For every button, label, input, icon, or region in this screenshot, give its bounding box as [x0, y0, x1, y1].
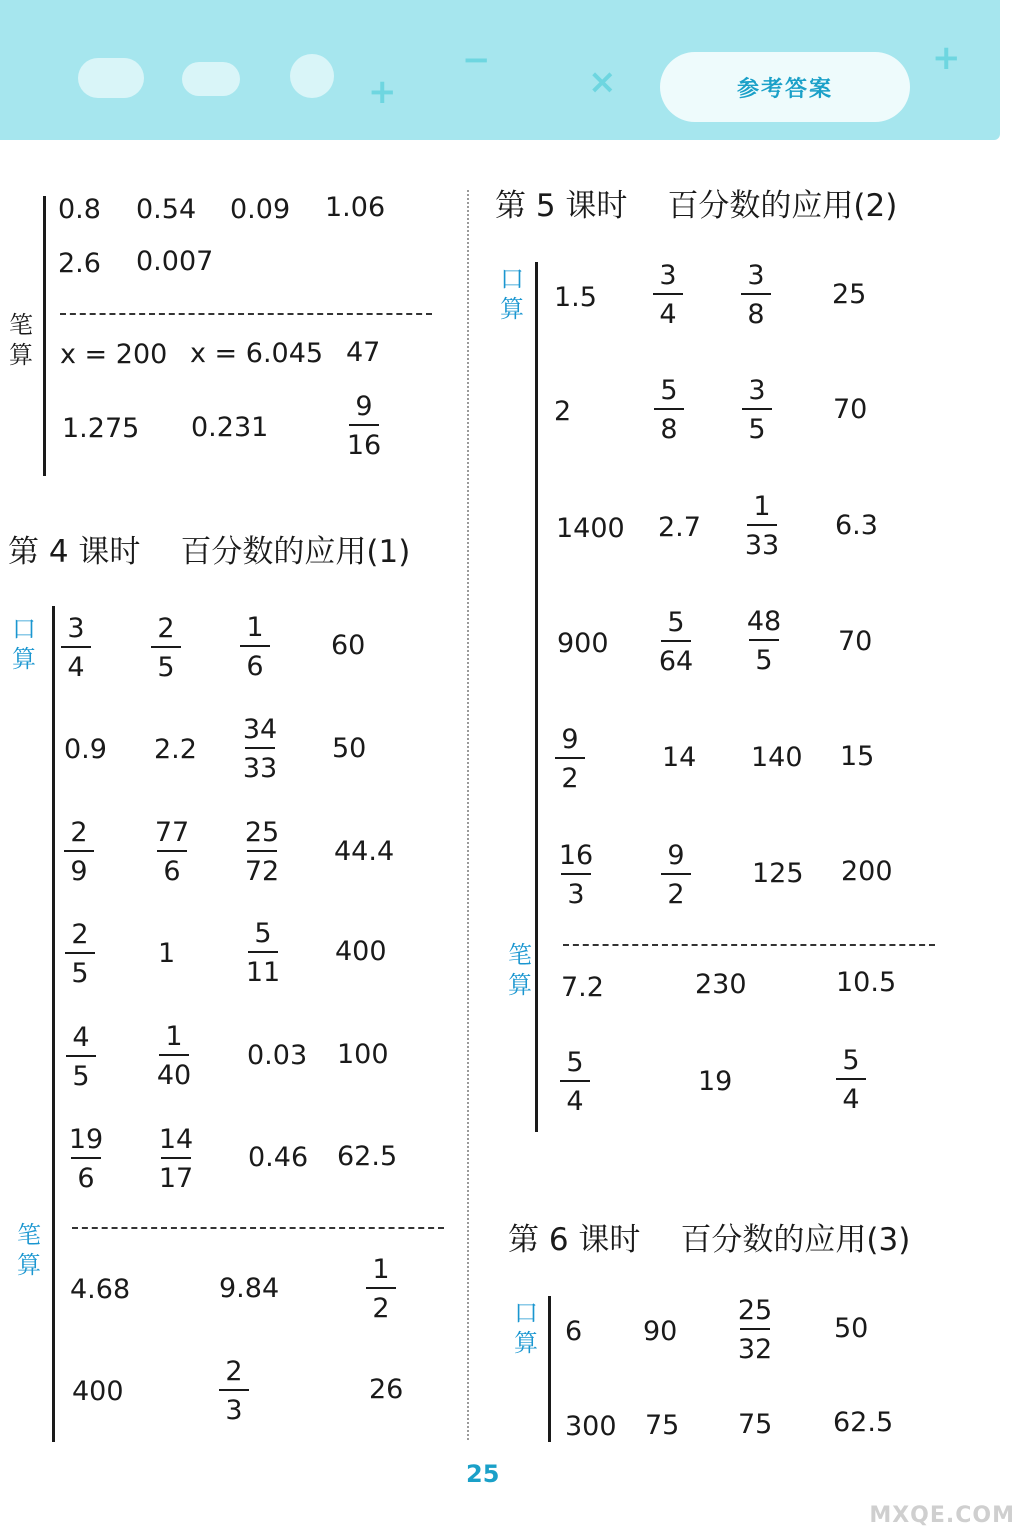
- answer-bracket: [52, 606, 55, 1442]
- answer-value: 300: [565, 1411, 617, 1442]
- answer-value: 6: [565, 1316, 583, 1347]
- lesson-4-heading: 第 4 课时 百分数的应用(1): [8, 534, 411, 570]
- answer-value: 230: [695, 969, 747, 1000]
- answer-value: 6.3: [835, 510, 878, 541]
- header-banner: [0, 0, 1000, 140]
- section-label-kousuan: 口 算: [12, 615, 36, 673]
- answer-value: 14: [662, 742, 697, 773]
- answer-value: 2: [554, 396, 572, 427]
- answer-bracket: [43, 196, 46, 476]
- answer-value: 0.54: [136, 194, 197, 225]
- fraction: 1 2: [359, 1256, 403, 1322]
- answer-value: 62.5: [833, 1407, 894, 1438]
- fraction: 1 6: [233, 614, 277, 680]
- plus-icon: +: [368, 72, 397, 112]
- answer-value: 62.5: [337, 1141, 398, 1172]
- answer-value: 140: [751, 742, 803, 773]
- cloud-icon: [78, 58, 144, 98]
- column-separator: [467, 190, 469, 1440]
- fraction: 3 4: [646, 262, 690, 328]
- fraction: 5 64: [658, 607, 694, 677]
- fraction: 3 8: [734, 262, 778, 328]
- times-icon: ×: [588, 62, 617, 102]
- fraction: 25 32: [737, 1295, 773, 1365]
- answer-value: 75: [738, 1409, 773, 1440]
- answer-value: 25: [832, 279, 867, 310]
- fraction: 48 5: [746, 606, 782, 676]
- answer-bracket: [548, 1296, 551, 1442]
- answer-value: 400: [72, 1376, 124, 1407]
- answer-value: 10.5: [836, 967, 897, 998]
- sun-icon: [290, 54, 334, 98]
- answer-value: 0.007: [136, 246, 214, 277]
- answer-value: 400: [335, 936, 387, 967]
- fraction: 5 4: [829, 1047, 873, 1113]
- fraction: 2 3: [212, 1358, 256, 1424]
- answer-value: 75: [645, 1410, 680, 1441]
- answer-value: 15: [840, 741, 875, 772]
- answer-value: 70: [833, 394, 868, 425]
- lesson-5-heading: 第 5 课时 百分数的应用(2): [495, 188, 898, 224]
- answer-value: 47: [346, 337, 381, 368]
- answer-value: 900: [557, 628, 609, 659]
- answer-value: 200: [841, 856, 893, 887]
- fraction: 5 8: [647, 377, 691, 443]
- answer-value: 0.8: [58, 194, 101, 225]
- answer-value: 1400: [556, 513, 625, 544]
- answer-value: 0.9: [64, 734, 107, 765]
- lesson-6-heading: 第 6 课时 百分数的应用(3): [508, 1222, 911, 1258]
- answer-value: 0.46: [248, 1142, 309, 1173]
- fraction: 16 3: [558, 840, 594, 910]
- answer-value: 125: [752, 858, 804, 889]
- answer-value: 1.275: [62, 413, 140, 444]
- answer-value: 70: [838, 626, 873, 657]
- answer-value: 1: [158, 938, 176, 969]
- fraction: 34 33: [242, 714, 278, 784]
- fraction: 14 17: [158, 1124, 194, 1194]
- answer-value: 44.4: [334, 836, 395, 867]
- fraction: 5 11: [245, 918, 281, 988]
- answer-value: x = 200: [60, 339, 168, 370]
- page-number: 25: [466, 1460, 500, 1488]
- fraction: 4 5: [59, 1024, 103, 1090]
- answer-value: 9.84: [219, 1273, 280, 1304]
- answer-value: 4.68: [70, 1274, 131, 1305]
- answer-value: 2.7: [658, 512, 701, 543]
- answer-value: 1.5: [554, 282, 597, 313]
- answer-value: 19: [698, 1066, 733, 1097]
- watermark: MXQE.COM: [869, 1503, 1015, 1528]
- plus-icon: +: [932, 38, 961, 78]
- answer-badge: 参考答案: [660, 52, 910, 122]
- answer-bracket: [535, 262, 538, 1132]
- fraction: 25 72: [244, 817, 280, 887]
- answer-value: 0.03: [247, 1040, 308, 1071]
- answer-value: 0.231: [191, 412, 269, 443]
- fraction: 1 40: [156, 1021, 192, 1091]
- fraction: 1 33: [744, 491, 780, 561]
- section-label-bisuan: 笔 算: [17, 1221, 41, 1279]
- fraction: 9 16: [346, 391, 382, 461]
- section-label-kousuan: 口 算: [514, 1299, 538, 1357]
- minus-icon: −: [462, 40, 491, 80]
- answer-value: 100: [337, 1039, 389, 1070]
- answer-value: 7.2: [561, 972, 604, 1003]
- fraction: 5 4: [553, 1049, 597, 1115]
- answer-value: 50: [834, 1313, 869, 1344]
- answer-value: 26: [369, 1374, 404, 1405]
- answer-value: 2.6: [58, 248, 101, 279]
- divider: [60, 313, 432, 315]
- answer-value: x = 6.045: [190, 338, 324, 369]
- answer-value: 2.2: [154, 734, 197, 765]
- fraction: 77 6: [154, 817, 190, 887]
- answer-value: 1.06: [325, 192, 386, 223]
- divider: [72, 1227, 444, 1229]
- fraction: 9 2: [654, 842, 698, 908]
- fraction: 2 5: [58, 921, 102, 987]
- answer-value: 60: [331, 630, 366, 661]
- section-label-kousuan: 口 算: [500, 265, 524, 323]
- fraction: 3 4: [54, 615, 98, 681]
- fraction: 19 6: [68, 1124, 104, 1194]
- answer-value: 0.09: [230, 194, 291, 225]
- fraction: 2 5: [144, 615, 188, 681]
- fraction: 9 2: [548, 726, 592, 792]
- fraction: 3 5: [735, 377, 779, 443]
- divider: [563, 944, 935, 946]
- section-label-bisuan: 笔 算: [9, 311, 33, 369]
- answer-value: 50: [332, 733, 367, 764]
- section-label-bisuan: 笔 算: [508, 941, 532, 999]
- fraction: 2 9: [57, 819, 101, 885]
- answer-value: 90: [643, 1316, 678, 1347]
- cloud-icon: [182, 62, 240, 96]
